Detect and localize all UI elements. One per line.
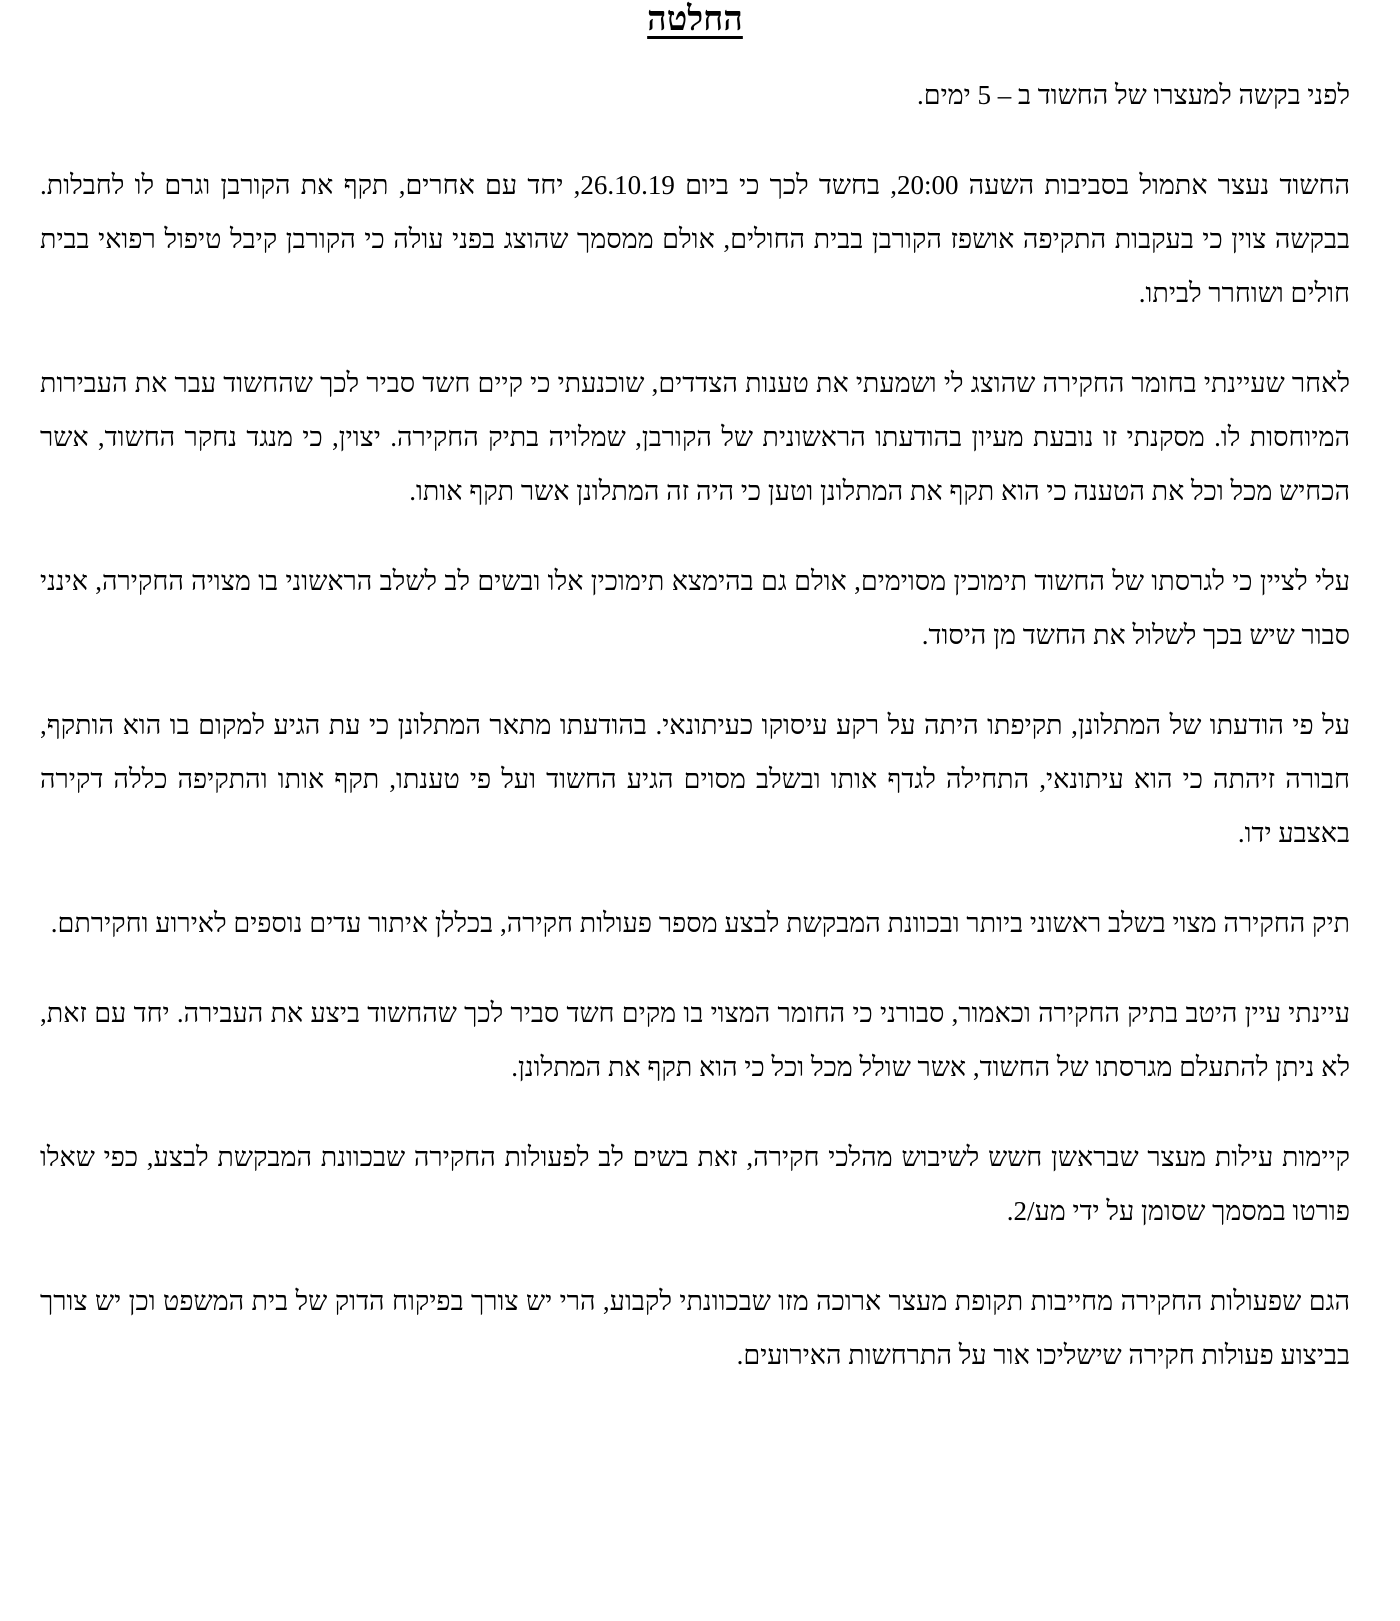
document-page (40, 0, 1350, 1621)
document-title: החלטה (647, 1, 743, 38)
intro-paragraph: לפני בקשה למעצרו של החשוד ב – 5 ימים. (916, 80, 1350, 110)
paragraph-1: החשוד נעצר אתמול בסביבות השעה 20:00, בחשד לכך כי ביום 26.10.19, יחד עם אחרים, תקף את הקורבן וגרם לו לחבלות. בבקשה צוין כי בעקבות התקיפה אושפז הקורבן בבית החולים, אולם ממסמך שהוצג בפני עולה כי הקורבן קיבל טיפול רפואי בבית חולים ושוחרר לביתו. (40, 170, 1350, 308)
paragraph-6: עיינתי עיין היטב בתיק החקירה וכאמור, סבורני כי החומר המצוי בו מקים חשד סביר לכך שהחשוד ביצע את העבירה. יחד עם זאת, לא ניתן להתעלם מגרסתו של החשוד, אשר שולל מכל וכל כי הוא תקף את המתלונן. (40, 998, 1350, 1082)
paragraph-3: עלי לציין כי לגרסתו של החשוד תימוכין מסוימים, אולם גם בהימצא תימוכין אלו ובשים לב לשלב הראשוני בו מצויה החקירה, אינני סבור שיש בכך לשלול את החשד מן היסוד. (40, 566, 1350, 650)
paragraph-2: לאחר שעיינתי בחומר החקירה שהוצג לי ושמעתי את טענות הצדדים, שוכנעתי כי קיים חשד סביר לכך שהחשוד עבר את העבירות המיוחסות לו. מסקנתי זו נובעת מעיון בהודעתו הראשונית של הקורבן, שמלויה בתיק החקירה. יצוין, כי מנגד נחקר החשוד, אשר הכחיש מכל וכל את הטענה כי הוא תקף את המתלונן וטען כי היה זה המתלונן אשר תקף אותו. (40, 368, 1350, 506)
paragraph-4: על פי הודעתו של המתלונן, תקיפתו היתה על רקע עיסוקו כעיתונאי. בהודעתו מתאר המתלונן כי עת הגיע למקום בו הוא הותקף, חבורה זיהתה כי הוא עיתונאי, התחילה לגדף אותו ובשלב מסוים הגיע החשוד ועל פי טענתו, תקף אותו והתקיפה כללה דקירה באצבע ידו. (40, 710, 1350, 848)
paragraph-8: הגם שפעולות החקירה מחייבות תקופת מעצר ארוכה מזו שבכוונתי לקבוע, הרי יש צורך בפיקוח הדוק של בית המשפט וכן יש צורך בביצוע פעולות חקירה שישליכו אור על התרחשות האירועים. (40, 1286, 1350, 1370)
paragraph-5: תיק החקירה מצוי בשלב ראשוני ביותר ובכוונת המבקשת לבצע מספר פעולות חקירה, בכללן איתור עדים נוספים לאירוע וחקירתם. (50, 908, 1350, 938)
paragraph-7: קיימות עילות מעצר שבראשן חשש לשיבוש מהלכי חקירה, זאת בשים לב לפעולות החקירה שבכוונת המבקשת לבצע, כפי שאלו פורטו במסמך שסומן על ידי מע/2. (40, 1142, 1350, 1226)
